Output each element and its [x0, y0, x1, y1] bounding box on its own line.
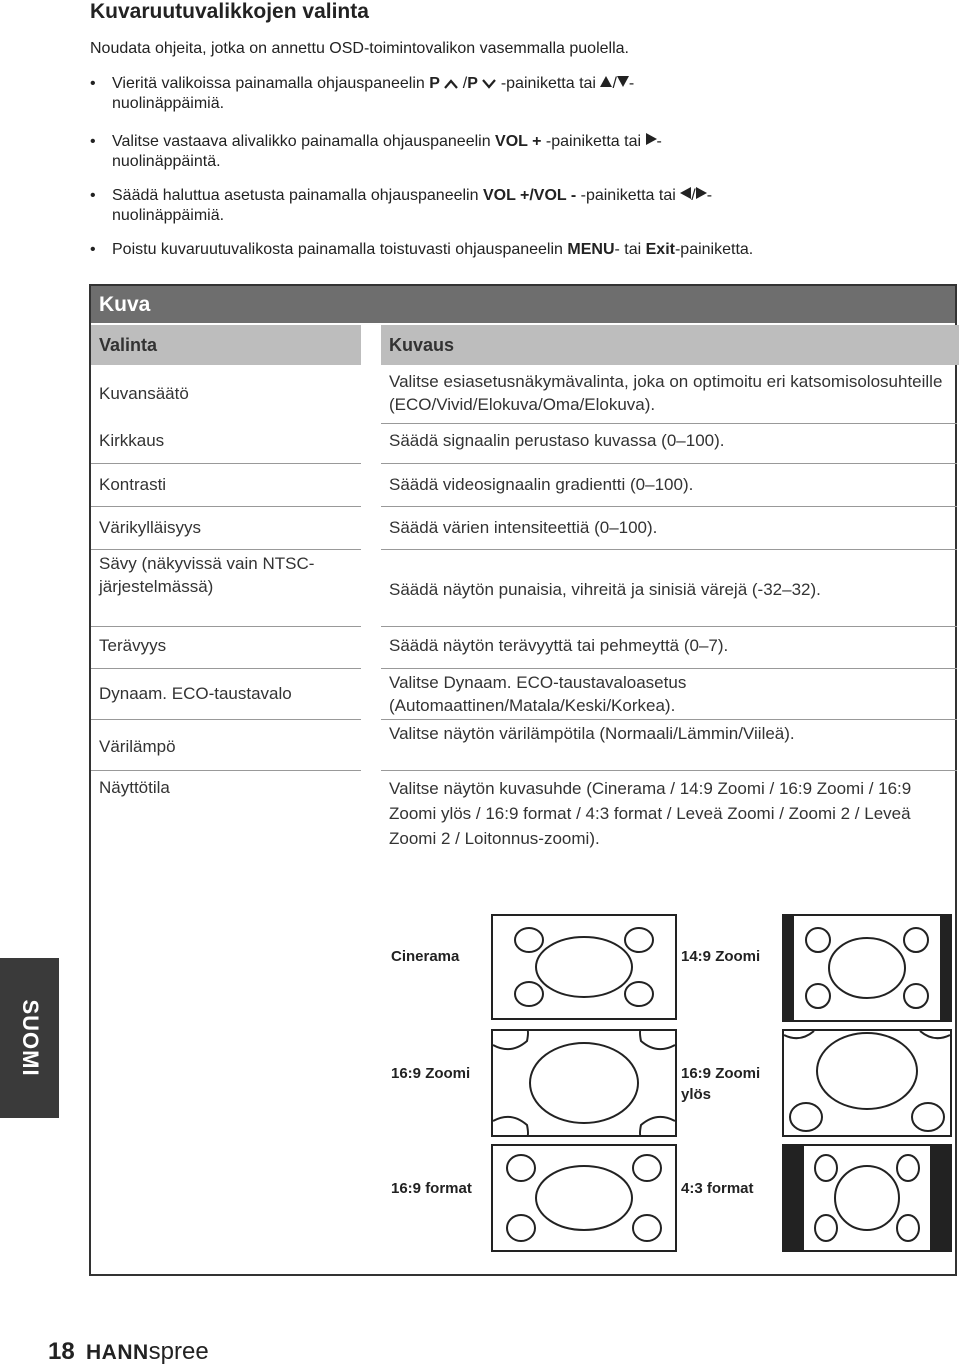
page-number: 18: [48, 1338, 75, 1365]
screen-format-16-9: [491, 1144, 677, 1252]
header-description: Kuvaus: [381, 325, 959, 365]
arrow-right-icon: [646, 133, 657, 145]
screen-zoom-14-9: [782, 914, 952, 1022]
option-sharpness: Terävyys: [99, 636, 167, 655]
picture-menu-table: [89, 284, 957, 1276]
screen-format-4-3: [782, 1144, 952, 1252]
brand-logo: HANNspree: [86, 1338, 209, 1365]
chevron-down-icon: [482, 79, 496, 89]
language-label: SUOMI: [17, 999, 43, 1077]
option-color-temp: Värilämpö: [99, 737, 176, 756]
label-cinerama: Cinerama: [391, 948, 460, 965]
desc-sharpness: Säädä näytön terävyyttä tai pehmeyttä (0–7).: [389, 636, 729, 655]
aspect-illustration-16-9-up: [784, 1031, 950, 1135]
desc-saturation: Säädä värien intensiteettiä (0–100).: [389, 518, 658, 537]
desc-brightness: Säädä signaalin perustaso kuvassa (0–100).: [389, 431, 725, 450]
option-contrast: Kontrasti: [99, 475, 167, 494]
chevron-up-icon: [444, 79, 458, 89]
label-format-16-9: 16:9 format: [391, 1180, 472, 1197]
section-heading: Kuvaruutuvalikkojen valinta: [90, 0, 369, 23]
aspect-illustration-16-9-format: [493, 1146, 675, 1250]
screen-zoom-16-9: [491, 1029, 677, 1137]
header-option: Valinta: [91, 325, 361, 365]
aspect-illustration-4-3: [784, 1146, 950, 1250]
desc-hue: Säädä näytön punaisia, vihreitä ja sinisiä värejä (-32–32).: [389, 580, 821, 599]
instruction-list: [90, 74, 950, 271]
aspect-illustration-16-9-zoom: [493, 1031, 675, 1135]
label-zoom-16-9-up: 16:9 Zoomi ylös: [681, 1065, 761, 1103]
bullet-adjust: • Säädä haluttua asetusta painamalla ohjauspaneelin VOL +/VOL - -painiketta tai / - nuolinäppäimiä.: [90, 187, 713, 224]
bullet-exit: • Poistu kuvaruutuvalikosta painamalla toistuvasti ohjauspaneelin MENU- tai Exit-painiketta.: [90, 241, 754, 258]
screen-cinerama: [491, 914, 677, 1020]
arrow-right-icon: [696, 187, 707, 199]
option-display-mode: Näyttötila: [99, 778, 170, 797]
arrow-down-icon: [617, 76, 629, 87]
option-hue: Sävy (näkyvissä vain NTSC-järjestelmässä): [99, 554, 315, 596]
arrow-up-icon: [600, 76, 612, 87]
option-dynamic-eco: Dynaam. ECO-taustavalo: [99, 684, 292, 703]
option-brightness: Kirkkaus: [99, 431, 165, 450]
option-picture-mode: Kuvansäätö: [99, 384, 189, 403]
label-zoom-14-9: 14:9 Zoomi: [681, 948, 761, 965]
desc-contrast: Säädä videosignaalin gradientti (0–100).: [389, 475, 694, 494]
label-format-4-3: 4:3 format: [681, 1180, 754, 1197]
aspect-illustration-cinerama: [493, 916, 675, 1018]
aspect-illustration-14-9: [784, 916, 950, 1020]
arrow-left-icon: [680, 187, 691, 199]
screen-zoom-16-9-up: [782, 1029, 952, 1137]
table-title: Kuva: [91, 286, 955, 323]
option-saturation: Värikylläisyys: [99, 518, 202, 537]
desc-color-temp: Valitse näytön värilämpötila (Normaali/Lämmin/Viileä).: [389, 724, 795, 743]
desc-picture-mode: Valitse esiasetusnäkymävalinta, joka on optimoitu eri katsomisolosuhteille (ECO/Vivid/Elokuva/Oma/Elokuva).: [389, 372, 943, 414]
label-zoom-16-9: 16:9 Zoomi: [391, 1065, 471, 1082]
bullet-scroll: • Vieritä valikoissa painamalla ohjauspaneelin P /P -painiketta tai / - nuolinäppäimiä.: [90, 75, 635, 112]
desc-dynamic-eco: Valitse Dynaam. ECO-taustavaloasetus (Automaattinen/Matala/Keski/Korkea).: [389, 673, 687, 715]
desc-display-mode: Valitse näytön kuvasuhde (Cinerama / 14:9 Zoomi / 16:9 Zoomi / 16:9 Zoomi ylös / 16:9 format / 4:3 format / Leveä Zoomi / Zoomi 2 / Leveä Zoomi 2 / Loitonnus-zoomi).: [389, 779, 912, 848]
intro-text: Noudata ohjeita, jotka on annettu OSD-toimintovalikon vasemmalla puolella.: [90, 40, 629, 57]
bullet-select: • Valitse vastaava alivalikko painamalla ohjauspaneelin VOL + -painiketta tai - nuolinäppäintä.: [90, 133, 662, 170]
language-tab: [0, 958, 59, 1118]
